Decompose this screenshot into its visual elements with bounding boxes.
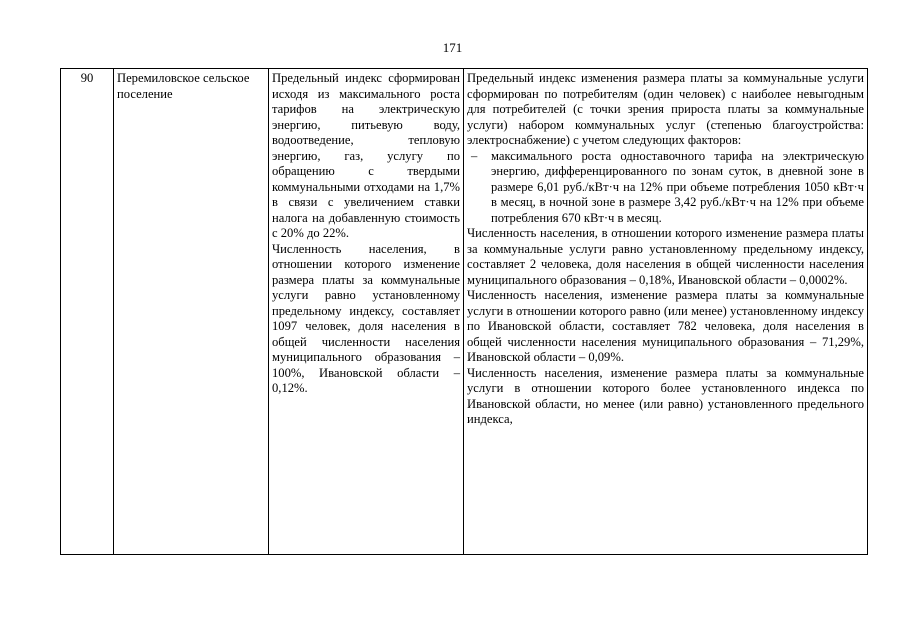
index-detail-cell <box>464 69 868 555</box>
tariff-index-table <box>60 68 868 555</box>
row-number: 90 <box>61 69 114 555</box>
municipality-name: Перемиловское сельское поселение <box>114 69 269 555</box>
page-number: 171 <box>442 40 463 55</box>
detail-intro: Предельный индекс изменения размера платы за коммунальные услуги сформирован по потребителям (один человек) с наиболее невыгодным для потребителей (с точки зрения прироста платы за коммунальные услуги) набором коммунальных услуг (степенью благоустройства: электроснабжение) с учетом следующих факторов: <box>467 71 864 147</box>
index-summary-cell <box>269 69 464 555</box>
detail-paragraph: Численность населения, в отношении которого изменение размера платы за коммунальные услуги равно установленному предельному индексу, составляет 2 человека, доля населения в общей численности населения муниципального образования – 0,18%, Ивановской области – 0,0002%. <box>467 226 864 287</box>
summary-paragraph: Численность населения, в отношении которого изменение размера платы за коммунальные услуги равно установленному предельному индексу, составляет 1097 человек, доля населения в общей численности населения муниципального образования – 100%, Ивановской области – 0,12%. <box>272 241 460 395</box>
detail-paragraph: Численность населения, изменение размера платы за коммунальные услуги в отношении которого более установленного индекса по Ивановской области, но менее (или равно) установленного предельного индекса, <box>467 365 864 426</box>
summary-paragraph: Предельный индекс сформирован исходя из максимального роста тарифов на электрическую энергию, питьевую воду, водоотведение, тепловую энергию, газ, услугу по обращению с твердыми коммунальными отходами на 1,7% в связи с увеличением ставки налога на добавленную стоимость с 20% до 22%. <box>272 71 460 240</box>
factor-list <box>467 149 864 227</box>
detail-paragraph: Численность населения, изменение размера платы за коммунальные услуги в отношении которого равно (или менее) установленному индексу по Ивановской области, составляет 782 человека, доля населения в общей численности населения муниципального образования – 71,29%, Ивановской области – 0,09%. <box>467 288 864 364</box>
factor-item: – максимального роста одноставочного тарифа на электрическую энергию, дифференцированного по зонам суток, в дневной зоне в размере 6,01 руб./кВт·ч на 12% при объеме потребления 1050 кВт·ч в месяц, в ночной зоне в размере 3,42 руб./кВт·ч на 12% при объеме потребления 670 кВт·ч в месяц. <box>467 149 864 227</box>
table-row <box>61 69 868 555</box>
